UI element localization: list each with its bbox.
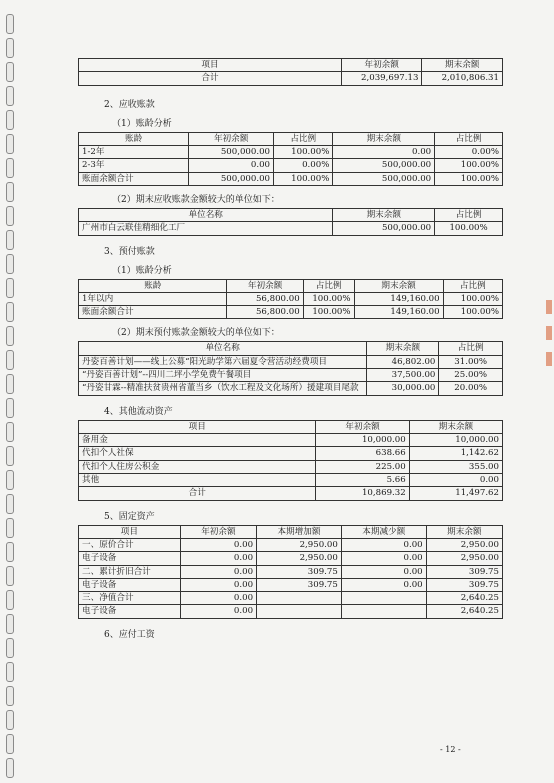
table-header-row — [79, 342, 503, 355]
section-title: 6、应付工资 — [104, 629, 155, 640]
cell: 2,039,697.13 — [341, 72, 422, 85]
binding-hole — [6, 110, 14, 130]
table-row — [79, 306, 503, 319]
cell: 账面余额合计 — [79, 172, 189, 185]
cell: 一、原价合计 — [79, 538, 181, 551]
column-header: 占比例 — [435, 132, 503, 145]
cell: 20.00% — [439, 382, 503, 395]
subsection-title: （2）期末预付账款金额较大的单位如下： — [112, 328, 280, 339]
binding-hole — [6, 542, 14, 562]
cell: 0.00 — [341, 565, 426, 578]
cell: 2,950.00 — [257, 552, 342, 565]
cell: 2,010,806.31 — [422, 72, 503, 85]
table-row — [79, 565, 503, 578]
cell — [257, 592, 342, 605]
cell: 0.00% — [435, 145, 503, 158]
binding-hole — [6, 302, 14, 322]
binding-hole — [6, 566, 14, 586]
table-row — [79, 72, 503, 85]
binding-hole — [6, 62, 14, 82]
table-row — [79, 605, 503, 618]
column-header: 单位名称 — [79, 208, 333, 221]
binding-hole — [6, 182, 14, 202]
page-number: - 12 - — [440, 745, 461, 754]
cell: 56,800.00 — [227, 292, 303, 305]
cell: 10,000.00 — [409, 434, 502, 447]
cell: 合计 — [79, 487, 316, 500]
table-header-row — [79, 208, 503, 221]
column-header: 占比例 — [439, 342, 503, 355]
cell: 丹姿百善计划——线上公募“阳光助学第六届夏令营活动经费项目 — [79, 355, 367, 368]
column-header: 期末余额 — [426, 525, 502, 538]
binding-hole — [6, 614, 14, 634]
cell: 0.00 — [341, 552, 426, 565]
cell: 100.00% — [303, 292, 354, 305]
cell: 500,000.00 — [189, 172, 274, 185]
column-header: 年初余额 — [316, 420, 409, 433]
cell — [257, 605, 342, 618]
cell: 5.66 — [316, 473, 409, 486]
binding-hole — [6, 638, 14, 658]
binding-hole — [6, 374, 14, 394]
stamp-edge-mark — [542, 300, 554, 390]
binding-hole — [6, 518, 14, 538]
cell: 100.00% — [274, 145, 333, 158]
binding-hole — [6, 470, 14, 490]
other-assets-table — [78, 420, 503, 501]
column-header: 期末余额 — [354, 279, 443, 292]
section-title: 5、固定资产 — [104, 511, 155, 522]
cell: 代扣个人住房公积金 — [79, 460, 316, 473]
column-header: 期末余额 — [333, 208, 435, 221]
binding-hole — [6, 686, 14, 706]
cell: 二、累计折旧合计 — [79, 565, 181, 578]
table-header-row — [79, 132, 503, 145]
ar-large-table — [78, 208, 503, 236]
cell: 638.66 — [316, 447, 409, 460]
binding-hole — [6, 350, 14, 370]
cell: 100.00% — [303, 306, 354, 319]
column-header: 期末余额 — [422, 59, 503, 72]
cell — [341, 605, 426, 618]
cell: 账面余额合计 — [79, 306, 227, 319]
prepay-aging-table — [78, 279, 503, 320]
cell: 100.00% — [435, 172, 503, 185]
column-header: 项目 — [79, 525, 181, 538]
cell: 100.00% — [443, 292, 502, 305]
cell: 0.00% — [274, 159, 333, 172]
column-header: 占比例 — [274, 132, 333, 145]
binding-hole — [6, 662, 14, 682]
cell: 0.00 — [333, 145, 435, 158]
prepay-large-table — [78, 341, 503, 395]
cell: 2,640.25 — [426, 605, 502, 618]
total-row — [79, 487, 503, 500]
binding-hole — [6, 494, 14, 514]
column-header: 账龄 — [79, 132, 189, 145]
table-header-row — [79, 525, 503, 538]
column-header: 项目 — [79, 420, 316, 433]
cell: 100.00% — [435, 159, 503, 172]
cell: “丹姿百善计划”--四川二坪小学免费午餐项目 — [79, 369, 367, 382]
cell: 0.00 — [341, 538, 426, 551]
table-row — [79, 159, 503, 172]
binding-hole — [6, 446, 14, 466]
binding-hole — [6, 590, 14, 610]
cell: 电子设备 — [79, 605, 181, 618]
summary-table — [78, 58, 503, 86]
cell: 0.00 — [180, 538, 256, 551]
section-title: 2、应收账款 — [104, 99, 155, 110]
cell: 100.00% — [274, 172, 333, 185]
cell: 30,000.00 — [367, 382, 439, 395]
table-row — [79, 172, 503, 185]
binding-hole — [6, 758, 14, 778]
cell: 0.00 — [189, 159, 274, 172]
column-header: 期末余额 — [367, 342, 439, 355]
cell: 2,950.00 — [426, 552, 502, 565]
binding-hole — [6, 86, 14, 106]
cell: 合计 — [79, 72, 342, 85]
cell: 0.00 — [180, 605, 256, 618]
binding-hole — [6, 38, 14, 58]
cell: 149,160.00 — [354, 292, 443, 305]
table-row — [79, 382, 503, 395]
cell — [341, 592, 426, 605]
binding-hole — [6, 422, 14, 442]
column-header: 占比例 — [435, 208, 503, 221]
binding-hole — [6, 158, 14, 178]
cell: 355.00 — [409, 460, 502, 473]
cell: 0.00 — [180, 592, 256, 605]
column-header: 年初余额 — [180, 525, 256, 538]
column-header: 占比例 — [303, 279, 354, 292]
subsection-title: （1）账龄分析 — [112, 265, 172, 276]
cell: 电子设备 — [79, 578, 181, 591]
column-header: 年初余额 — [341, 59, 422, 72]
binding-hole — [6, 14, 14, 34]
table-row — [79, 369, 503, 382]
binding-hole — [6, 398, 14, 418]
column-header: 期末余额 — [333, 132, 435, 145]
cell: 31.00% — [439, 355, 503, 368]
binding-hole — [6, 710, 14, 730]
cell: 149,160.00 — [354, 306, 443, 319]
column-header: 占比例 — [443, 279, 502, 292]
cell: 1-2年 — [79, 145, 189, 158]
cell: 1,142.62 — [409, 447, 502, 460]
binding-hole — [6, 278, 14, 298]
cell: 2,950.00 — [426, 538, 502, 551]
column-header: 年初余额 — [227, 279, 303, 292]
section-title: 4、其他流动资产 — [104, 406, 173, 417]
cell: 2,640.25 — [426, 592, 502, 605]
cell: 0.00 — [341, 578, 426, 591]
cell: 备用金 — [79, 434, 316, 447]
cell: 0.00 — [409, 473, 502, 486]
table-header-row — [79, 59, 503, 72]
binding-hole — [6, 206, 14, 226]
cell: 电子设备 — [79, 552, 181, 565]
cell: 10,869.32 — [316, 487, 409, 500]
cell: 309.75 — [426, 578, 502, 591]
cell: 0.00 — [180, 578, 256, 591]
cell: 10,000.00 — [316, 434, 409, 447]
column-header: 本期增加额 — [257, 525, 342, 538]
cell: 37,500.00 — [367, 369, 439, 382]
cell: “丹姿甘霖--精准扶贫贵州省董当乡（饮水工程及文化场所）援建项目尾款 — [79, 382, 367, 395]
column-header: 单位名称 — [79, 342, 367, 355]
subsection-title: （2）期末应收账款金额较大的单位如下： — [112, 194, 280, 205]
column-header: 年初余额 — [189, 132, 274, 145]
section-title: 3、预付账款 — [104, 246, 155, 257]
cell: 0.00 — [180, 565, 256, 578]
cell: 225.00 — [316, 460, 409, 473]
cell: 三、净值合计 — [79, 592, 181, 605]
subsection-title: （1）账龄分析 — [112, 118, 172, 129]
cell: 11,497.62 — [409, 487, 502, 500]
table-row — [79, 473, 503, 486]
cell: 56,800.00 — [227, 306, 303, 319]
table-header-row — [79, 279, 503, 292]
table-row — [79, 292, 503, 305]
cell: 309.75 — [426, 565, 502, 578]
cell: 500,000.00 — [333, 159, 435, 172]
column-header: 期末余额 — [409, 420, 502, 433]
cell: 2-3年 — [79, 159, 189, 172]
cell: 25.00% — [439, 369, 503, 382]
table-row — [79, 355, 503, 368]
table-row — [79, 447, 503, 460]
table-row — [79, 145, 503, 158]
cell: 500,000.00 — [333, 222, 435, 235]
column-header: 本期减少额 — [341, 525, 426, 538]
cell: 代扣个人社保 — [79, 447, 316, 460]
column-header: 项目 — [79, 59, 342, 72]
table-header-row — [79, 420, 503, 433]
binding-hole — [6, 134, 14, 154]
binding-hole — [6, 734, 14, 754]
cell: 广州市白云联佳精细化工厂 — [79, 222, 333, 235]
fixed-assets-table — [78, 525, 503, 619]
cell: 309.75 — [257, 578, 342, 591]
binding-hole — [6, 230, 14, 250]
table-row — [79, 538, 503, 551]
binding-hole — [6, 326, 14, 346]
column-header: 账龄 — [79, 279, 227, 292]
table-row — [79, 552, 503, 565]
table-row — [79, 578, 503, 591]
cell: 309.75 — [257, 565, 342, 578]
table-row — [79, 592, 503, 605]
cell: 100.00% — [435, 222, 503, 235]
table-row — [79, 434, 503, 447]
table-row — [79, 222, 503, 235]
cell: 1年以内 — [79, 292, 227, 305]
table-row — [79, 460, 503, 473]
document-page — [78, 58, 503, 643]
cell: 100.00% — [443, 306, 502, 319]
cell: 46,802.00 — [367, 355, 439, 368]
binding-holes — [0, 0, 26, 783]
cell: 500,000.00 — [189, 145, 274, 158]
cell: 500,000.00 — [333, 172, 435, 185]
cell: 2,950.00 — [257, 538, 342, 551]
cell: 其他 — [79, 473, 316, 486]
binding-hole — [6, 254, 14, 274]
ar-aging-table — [78, 132, 503, 186]
cell: 0.00 — [180, 552, 256, 565]
